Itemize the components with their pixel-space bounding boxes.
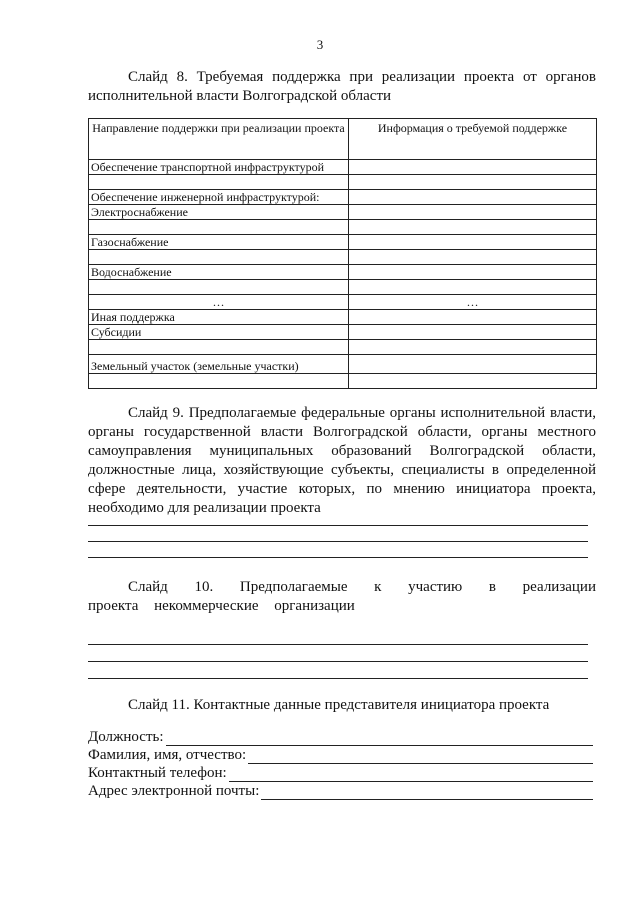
phone-field[interactable] <box>88 764 593 782</box>
table-cell <box>349 265 597 280</box>
page-number: 3 <box>316 37 324 52</box>
slide11-title: Слайд 11. Контактные данные представителя инициатора проекта <box>128 697 550 713</box>
slide10-answer-line-3[interactable] <box>88 678 588 679</box>
table-cell: Обеспечение транспортной инфраструктурой <box>89 160 349 175</box>
slide9-text: Слайд 9. Предполагаемые федеральные органы исполнительной власти, органы государственной власти Волгоградской области, органы местного самоуправления муниципальных образований Волгоградской области, должностные лица, хозяйствующие субъекты, специалисты в определенной сфере деятельности, участие которых, по мнению инициатора проекта, необходимо для реализации проекта <box>88 405 596 516</box>
slide10-answer-line-1[interactable] <box>88 644 588 645</box>
table-cell <box>349 355 597 374</box>
table-row <box>89 355 597 374</box>
table-cell <box>349 160 597 175</box>
email-field[interactable] <box>88 782 593 800</box>
table-row <box>89 250 597 265</box>
table-row <box>89 175 597 190</box>
position-field[interactable] <box>88 728 593 746</box>
email-input-line[interactable] <box>261 785 593 800</box>
table-row <box>89 374 597 389</box>
slide8-title: Слайд 8. Требуемая поддержка при реализации проекта от органов исполнительной власти Волгоградской области <box>88 69 596 104</box>
position-label: Должность: <box>88 729 164 745</box>
slide10-answer-line-2[interactable] <box>88 661 588 662</box>
table-cell <box>89 175 349 190</box>
table-row <box>89 295 597 310</box>
table-cell-ellipsis: … <box>349 295 597 310</box>
table-cell: Субсидии <box>89 325 349 340</box>
email-label: Адрес электронной почты: <box>88 783 260 799</box>
slide9-answer-line-2[interactable] <box>88 541 588 542</box>
table-cell <box>349 310 597 325</box>
table-cell <box>89 220 349 235</box>
table-row <box>89 340 597 355</box>
table-row <box>89 220 597 235</box>
table-cell <box>349 280 597 295</box>
table-row <box>89 280 597 295</box>
full-name-input-line[interactable] <box>248 749 593 764</box>
table-header-row <box>89 119 597 160</box>
phone-input-line[interactable] <box>229 767 593 782</box>
slide9-answer-line-1[interactable] <box>88 525 588 526</box>
table-header-info: Информация о требуемой поддержке <box>349 119 597 160</box>
table-cell-ellipsis: … <box>89 295 349 310</box>
table-row <box>89 265 597 280</box>
full-name-field[interactable] <box>88 746 593 764</box>
slide10-text: Слайд 10. Предполагаемые к участию в реализации проекта некоммерческие организации <box>88 579 596 614</box>
table-row <box>89 205 597 220</box>
full-name-label: Фамилия, имя, отчество: <box>88 747 247 763</box>
table-cell <box>349 325 597 340</box>
table-row <box>89 160 597 175</box>
table-cell: Иная поддержка <box>89 310 349 325</box>
position-input-line[interactable] <box>166 731 593 746</box>
table-cell: Водоснабжение <box>89 265 349 280</box>
table-cell <box>349 220 597 235</box>
table-row <box>89 235 597 250</box>
table-header-direction: Направление поддержки при реализации проекта <box>89 119 349 160</box>
table-row <box>89 310 597 325</box>
table-cell <box>349 205 597 220</box>
support-table <box>88 118 597 389</box>
table-cell <box>349 235 597 250</box>
phone-label: Контактный телефон: <box>88 765 227 781</box>
table-cell <box>349 374 597 389</box>
table-cell: Газоснабжение <box>89 235 349 250</box>
table-cell <box>89 280 349 295</box>
table-cell <box>89 340 349 355</box>
table-cell: Обеспечение инженерной инфраструктурой: <box>89 190 349 205</box>
table-row <box>89 190 597 205</box>
table-row <box>89 325 597 340</box>
table-cell <box>89 374 349 389</box>
table-cell <box>349 175 597 190</box>
table-cell: Электроснабжение <box>89 205 349 220</box>
table-cell <box>349 250 597 265</box>
table-cell <box>89 250 349 265</box>
slide9-answer-line-3[interactable] <box>88 557 588 558</box>
table-cell <box>349 190 597 205</box>
table-cell: Земельный участок (земельные участки) <box>89 355 349 374</box>
table-cell <box>349 340 597 355</box>
